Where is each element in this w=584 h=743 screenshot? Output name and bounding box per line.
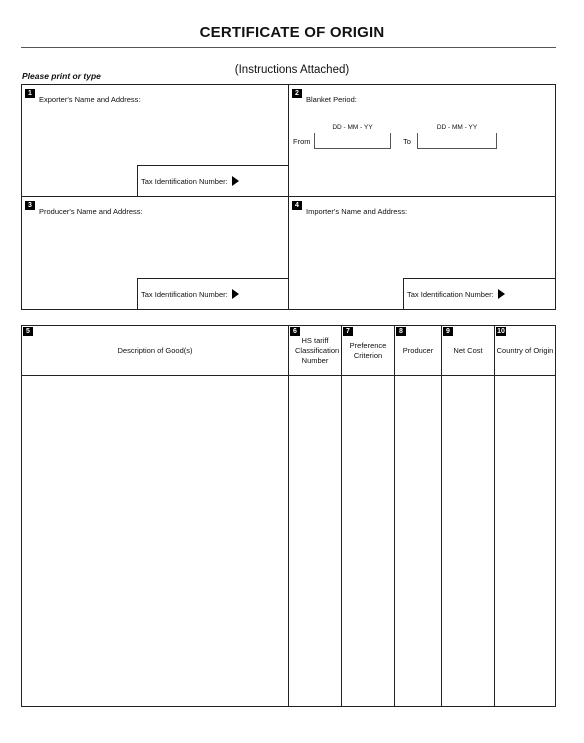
from-label: From (293, 137, 311, 146)
to-label: To (403, 137, 411, 146)
column-label: Country of Origin (496, 346, 554, 355)
arrow-right-icon (232, 289, 239, 299)
producer-tin-field[interactable] (137, 278, 288, 309)
field-number: 4 (292, 201, 302, 210)
column-number: 10 (497, 328, 505, 335)
tin-label: Tax Identification Number: (141, 176, 228, 186)
exporter-tin-field[interactable] (137, 165, 288, 196)
goods-table (21, 325, 556, 707)
field-number: 2 (292, 89, 302, 98)
producer-field[interactable] (22, 197, 289, 309)
to-date-format: DD - MM - YY (436, 124, 478, 131)
exporter-label: Exporter's Name and Address: (39, 95, 141, 104)
col-hs-tariff (289, 326, 342, 376)
blanket-period-field (289, 85, 555, 197)
blanket-period-label: Blanket Period: (306, 95, 357, 104)
from-date-input[interactable] (314, 133, 391, 149)
importer-field[interactable] (289, 197, 555, 309)
form-title: CERTIFICATE OF ORIGIN (199, 24, 385, 41)
arrow-right-icon (498, 289, 505, 299)
from-date-format: DD - MM - YY (332, 124, 373, 131)
column-label: Description of Good(s) (117, 346, 193, 355)
goods-table-header (22, 326, 555, 376)
field-number: 1 (25, 89, 35, 98)
goods-entry-area[interactable] (22, 376, 555, 706)
column-label: Preference Criterion (349, 341, 387, 360)
top-fields-grid (21, 84, 556, 310)
exporter-field[interactable] (22, 85, 289, 197)
col-description (22, 326, 289, 376)
producer-label: Producer's Name and Address: (39, 207, 143, 216)
field-number: 3 (25, 201, 35, 210)
instructions-note: (Instructions Attached) (234, 64, 350, 76)
column-number: 5 (23, 327, 33, 336)
column-number: 6 (290, 327, 300, 336)
column-number: 7 (343, 327, 353, 336)
col-preference (342, 326, 395, 376)
tin-label: Tax Identification Number: (141, 289, 228, 299)
arrow-right-icon (232, 176, 239, 186)
tin-label: Tax Identification Number: (407, 289, 494, 299)
column-label: HS tariff Classification Number (295, 336, 340, 365)
importer-tin-field[interactable] (403, 278, 555, 309)
column-number: 8 (396, 327, 406, 336)
title-divider (21, 47, 556, 48)
importer-label: Importer's Name and Address: (306, 207, 408, 216)
column-number: 9 (443, 327, 453, 336)
column-label: Producer (402, 346, 434, 355)
col-country-origin (495, 326, 555, 376)
col-producer (395, 326, 442, 376)
column-label: Net Cost (453, 346, 483, 355)
col-net-cost (442, 326, 495, 376)
print-note: Please print or type (22, 71, 101, 81)
to-date-input[interactable] (417, 133, 497, 149)
